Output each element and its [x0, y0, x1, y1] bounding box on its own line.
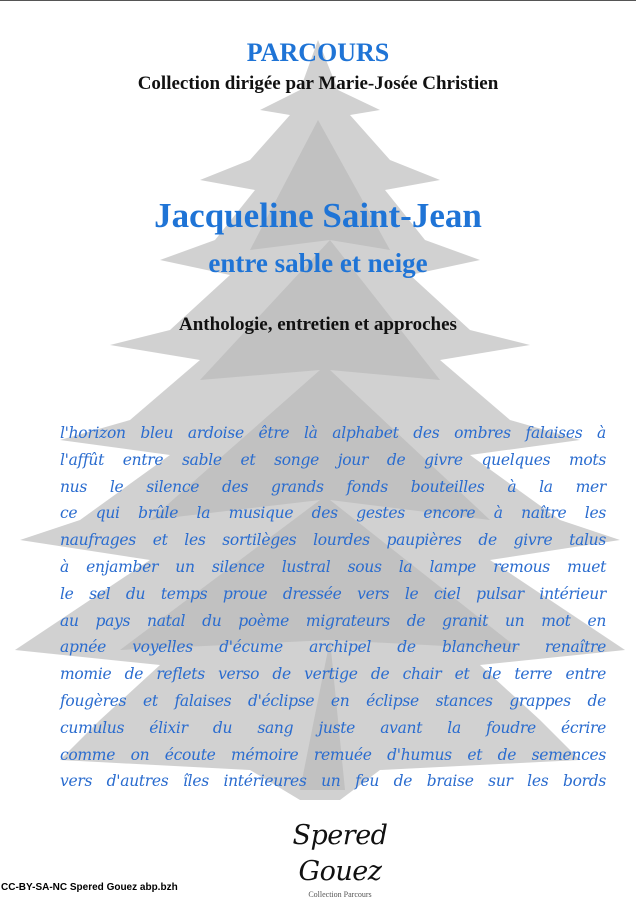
poem-titles-line: ce qui brûle la musique des gestes encore à naître les [60, 504, 606, 523]
poem-titles-line: le sel du temps proue dressée vers le ciel pulsar intérieur [60, 584, 606, 603]
poem-titles-line: nus le silence des grands fonds bouteilles à la mer [60, 477, 606, 496]
book-subtitle: Anthologie, entretien et approches [179, 314, 457, 335]
poem-titles-line: comme on écoute mémoire remuée d'humus et de semences [60, 745, 606, 764]
poem-titles-line: à enjamber un silence lustral sous la lampe remous muet [60, 557, 606, 576]
poem-titles-line: au pays natal du poème migrateurs de granit un mot en [60, 611, 606, 630]
publisher-logo [250, 818, 430, 899]
book-title: entre sable et neige [208, 248, 428, 278]
license-notice: CC-BY-SA-NC Spered Gouez abp.bzh [1, 882, 178, 893]
publisher-collection: Collection Parcours [308, 890, 372, 899]
poem-titles-line: l'affût entre sable et songe jour de givre quelques mots [60, 450, 606, 469]
poem-titles-line: l'horizon bleu ardoise être là alphabet des ombres falaises à [60, 424, 606, 442]
poem-titles-line: vers d'autres îles intérieures un feu de braise sur les bords [60, 772, 606, 791]
poem-titles-line: cumulus élixir du sang juste avant la foudre écrire [60, 718, 606, 737]
poem-titles-block [60, 420, 606, 795]
author-name: Jacqueline Saint-Jean [154, 196, 482, 235]
poem-titles-line: apnée voyelles d'écume archipel de blancheur renaître [60, 638, 606, 657]
collection-name: PARCOURS [246, 38, 390, 67]
poem-titles-line: momie de reflets verso de vertige de chair et de terre entre [60, 665, 606, 684]
collection-director: Collection dirigée par Marie-Josée Christien [137, 73, 499, 94]
publisher-name: Spered Gouez [292, 820, 388, 887]
poem-titles-line: naufrages et les sortilèges lourdes paupières de givre talus [60, 531, 606, 550]
poem-titles-line: fougères et falaises d'éclipse en éclipse stances grappes de [60, 691, 606, 710]
